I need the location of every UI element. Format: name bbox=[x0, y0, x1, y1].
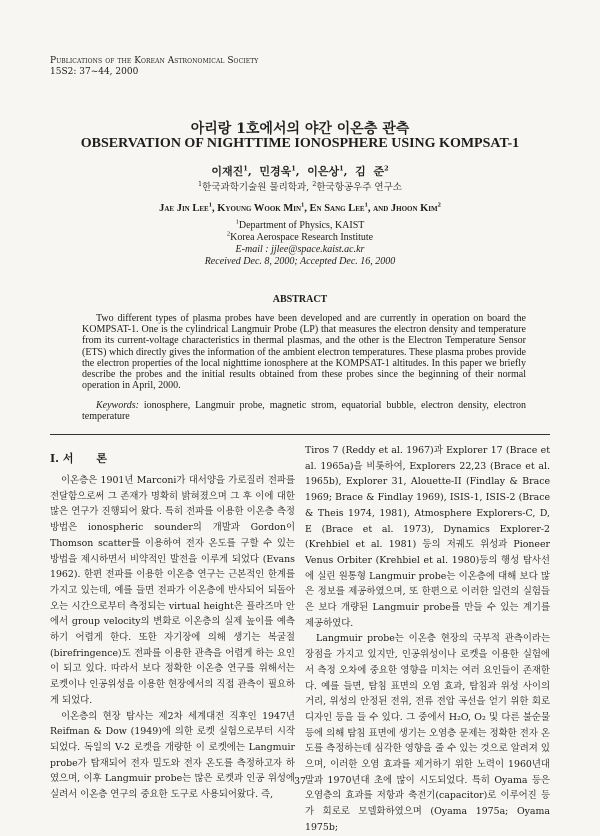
keywords bbox=[82, 400, 526, 422]
page-number: 37 bbox=[293, 776, 307, 787]
keywords-list: ionosphere, Langmuir probe, magnetic strom, equatorial bubble, electron density, electron temperature bbox=[82, 400, 526, 423]
received-dates: Received Dec. 8, 2000; Accepted Dec. 16, 2000 bbox=[204, 256, 396, 267]
author-ko: 김 준 bbox=[355, 165, 385, 178]
affiliation-english bbox=[0, 220, 600, 268]
affiliation-line-2: $^2$Korea Aerospace Research Institute bbox=[226, 230, 374, 243]
affiliation-korean: $^1$한국과학기술원 물리학과, $^2$한국항공우주 연구소 bbox=[198, 179, 402, 193]
section-heading: I. 서 론 bbox=[50, 452, 108, 465]
title-korean: 아리랑 1호에서의 야간 이온층 관측 bbox=[190, 121, 410, 137]
divider bbox=[50, 434, 550, 435]
email: E-mail : jjlee@space.kaist.ac.kr bbox=[235, 244, 365, 255]
abstract-heading: ABSTRACT bbox=[272, 294, 328, 305]
author-en: En Sang Lee bbox=[309, 203, 365, 214]
publication-header bbox=[50, 56, 258, 78]
abstract-text: Two different types of plasma probes have been developed and are currently in operation on board the KOMPSAT-1. One is the cylindrical Langmuir Probe (LP) that measures the electron density and temperature from its current-voltage characteristics in thermal plasmas, and the other is the Electron Temperature Sensor (ETS) which directly gives the information of the ambient electron temperatures. These plasma probes provide the electron properties of the local nighttime ionosphere at the KOMPSAT-1 altitudes. In this paper we briefly describe the probes and the initial results obtained from these probes since the beginning of their normal operation in April, 2000. bbox=[82, 313, 526, 392]
paragraph: Langmuir probe는 이온층 현장의 국부적 관측이라는 장점을 가지고 있지만, 인공위성이나 로켓을 이용한 실험에서 측정 오차에 중요한 영향을 미치는 여러 요인들이 존재한다. 예를 들면, 탐침 표면의 오염 효과, 탐침과 위성 사이의 거리, 위성의 안정된 전위, 전류 전압 곡선을 얻기 위한 회로 디자인 등을 들 수 있다. 그 중에서 H₂O, O₂ 및 다른 불순물 등에 의해 탐침 표면에 생기는 오염층 문제는 정확한 전자 온도를 측정하는데 심각한 영향을 줄 수 있는 것으로 알려져 있으며, 이러한 오염 효과를 제거하기 위한 노력이 1960년대 말과 1970년대 초에 많이 시도되었다. 특히 Oyama 등은 오염층의 효과를 저항과 축전기(capacitor)로 이루어진 등가 회로로 모델화하였으며 (Oyama 1975a; Oyama 1975b; bbox=[305, 633, 550, 833]
title-english: OBSERVATION OF NIGHTTIME IONOSPHERE USING KOMPSAT-1 bbox=[80, 136, 520, 151]
affiliation-line-1: $^1$Department of Physics, KAIST bbox=[235, 218, 365, 231]
author-ko: 이재진 bbox=[211, 165, 244, 178]
author-ko: 이은상 bbox=[307, 165, 340, 178]
author-en: Kyoung Wook Min bbox=[217, 203, 302, 214]
author-en: Jhoon Kim bbox=[390, 203, 438, 214]
journal-volume: 15S2: 37~44, 2000 bbox=[50, 67, 139, 77]
authors-english: Jae Jin Lee$^1$, Kyoung Wook Min$^1$, En Sang Lee$^1$, and Jhoon Kim$^2$ bbox=[159, 201, 441, 214]
paragraph: 이온층은 1901년 Marconi가 대서양을 가로질러 전파를 전달함으로써 그 존재가 명확히 밝혀졌으며 그 후 이에 대한 많은 연구가 진행되어 왔다. 특히 전파를 이용한 이온층 측정 방법은 ionospheric sounder의 개발과 Gordon이 Thomson scatter를 이용하여 전자 온도를 구할 수 있는 방법을 제시하면서 비약적인 발전을 이루게 되었다 (Evans 1962). 한편 전파를 이용한 이온층 연구는 근본적인 한계를 가지고 있는데, 예를 들면 전파가 이온층에 반사되어 되돌아오는 시간으로부터 측정되는 virtual height은 플라즈마 안에서 group velocity의 변화로 이온층의 실제 높이를 예측하기 어렵게 한다. 또한 자기장에 의해 생기는 복굴절(birefringence)도 전파를 이용한 관측을 어렵게 하는 요인이 되고 있다. 따라서 보다 정확한 이온층 연구를 위해서는 로켓이나 인공위성을 이용한 현장에서의 직접 관측이 필요하게 되었다. bbox=[50, 475, 295, 706]
authors-korean: 이재진$^1$, 민경욱$^1$, 이은상$^1$, 김 준$^2$ bbox=[211, 164, 389, 178]
journal-name: Publications of the Korean Astronomical Society bbox=[50, 56, 259, 66]
paragraph: Tiros 7 (Reddy et al. 1967)과 Explorer 17 (Brace et al. 1965a)을 비롯하여, Explorers 22,23 (Brace et al. 1965b), Explorer 31, Alouette-II (Findlay & Brace 1969; Brace & Findlay 1969), ISIS-1, ISIS-2 (Brace & Theis 1974, 1981), Atmosphere Explorers-C, D, E (Brace et al. 1973), Dynamics Explorer-2 (Krehbiel et al. 1981) 등의 저궤도 위성과 Pioneer Venus Orbiter (Krehbiel et al. 1980)등의 행성 탐사선에 실린 원통형 Langmuir probe는 이온층에 대해 보다 많은 정보를 제공하였으며, 또 한편으로 이러한 일련의 실험들은 보다 개량된 Langmuir probe를 만들 수 있는 계기를 제공하였다. bbox=[305, 445, 550, 629]
paragraph: 이온층의 현장 탐사는 제2차 세계대전 직후인 1947년 Reifman & Dow (1949)에 의한 로켓 실험으로부터 시작되었다. 독일의 V-2 로켓을 개량한 이 로켓에는 Langmuir probe가 탑재되어 전자 밀도와 전자 온도를 측정하고자 하였으며, 이후 Langmuir probe는 많은 로켓과 인공 위성에 실려서 이온층 연구의 중요한 도구로 사용되어왔다. 즉, bbox=[50, 710, 295, 801]
left-column bbox=[50, 473, 295, 803]
author-ko: 민경욱 bbox=[259, 165, 292, 178]
keywords-label: Keywords: bbox=[96, 400, 139, 411]
author-en: Jae Jin Lee bbox=[159, 203, 209, 214]
